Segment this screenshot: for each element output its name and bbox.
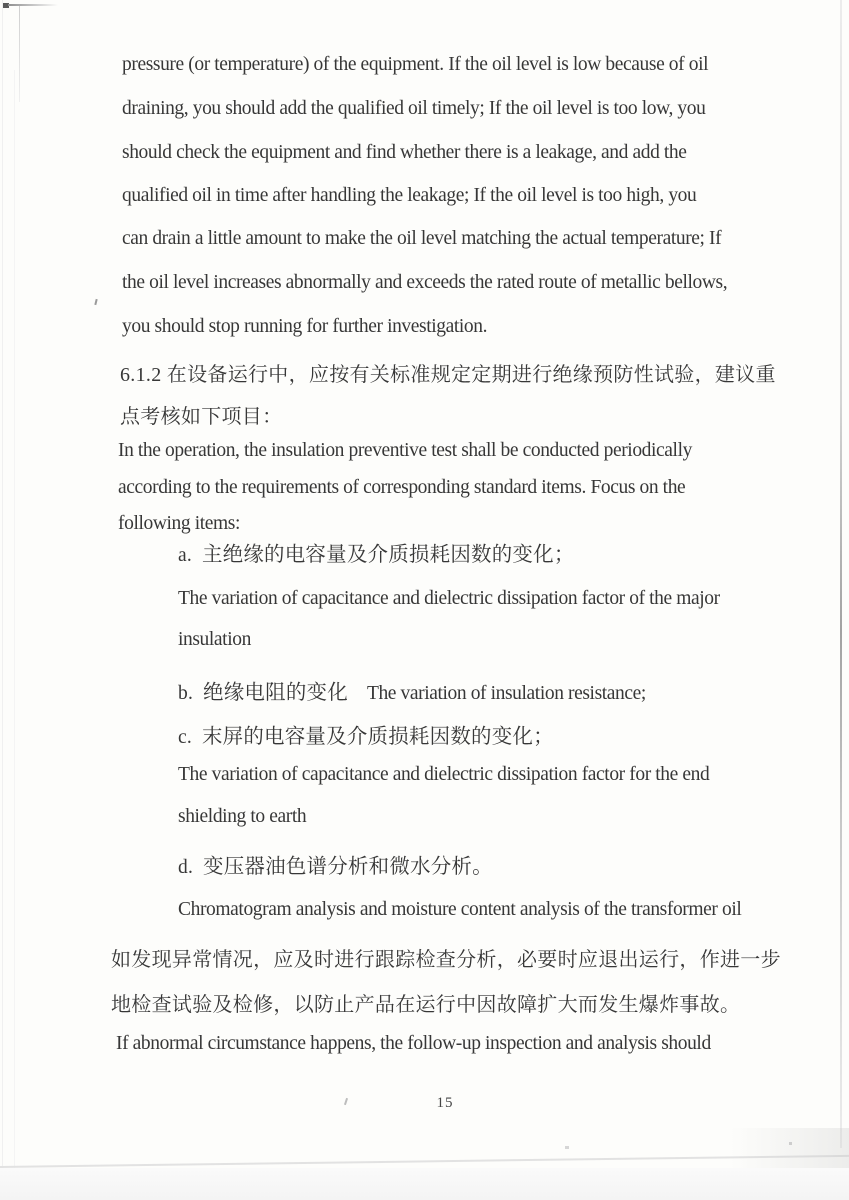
speck-1 bbox=[94, 299, 97, 305]
bottom-right-shade bbox=[730, 1128, 849, 1168]
item-a-en-line-1: The variation of capacitance and dielectric dissipation factor of the major bbox=[178, 588, 720, 609]
corner-mark bbox=[3, 3, 9, 8]
item-c-en-line-2: shielding to earth bbox=[178, 806, 307, 827]
item-b-text-en: The variation of insulation resistance; bbox=[366, 683, 646, 704]
section-612-cn-line-1: 6.1.2 在设备运行中，应按有关标准规定定期进行绝缘预防性试验，建议重 bbox=[120, 364, 776, 386]
item-b-text-cn: 绝缘电阻的变化 bbox=[203, 682, 348, 704]
section-612-en-line-2: according to the requirements of corresponding standard items. Focus on the bbox=[118, 477, 686, 498]
chromatogram-line: Chromatogram analysis and moisture content analysis of the transformer oil bbox=[178, 899, 742, 920]
speck-3 bbox=[565, 1146, 569, 1149]
item-a-text-cn: 主绝缘的电容量及介质损耗因数的变化； bbox=[201, 544, 575, 566]
speck-4 bbox=[789, 1142, 792, 1145]
para-oil-level-line-7: you should stop running for further investigation. bbox=[122, 316, 488, 337]
bottom-page-edge-line bbox=[0, 1155, 849, 1168]
para-oil-level-line-5: can drain a little amount to make the oil level matching the actual temperature; If bbox=[122, 228, 722, 249]
item-c-text-cn: 末屏的电容量及介质损耗因数的变化； bbox=[201, 726, 554, 748]
corner-line-horizontal bbox=[8, 4, 58, 6]
list-item-c bbox=[178, 719, 554, 749]
speck-2 bbox=[344, 1098, 348, 1105]
corner-line-vertical bbox=[19, 6, 20, 102]
list-item-b bbox=[178, 675, 646, 705]
list-item-d bbox=[178, 849, 493, 879]
item-a-en-line-2: insulation bbox=[178, 629, 251, 650]
para-oil-level-line-2: draining, you should add the qualified oil timely; If the oil level is too low, you bbox=[122, 98, 706, 119]
para-oil-level-line-3: should check the equipment and find whether there is a leakage, and add the bbox=[122, 142, 687, 163]
left-edge-line-2 bbox=[14, 70, 15, 1180]
para-oil-level-line-1: pressure (or temperature) of the equipment. If the oil level is low because of oil bbox=[122, 54, 709, 75]
item-c-en-line-1: The variation of capacitance and dielectric dissipation factor for the end bbox=[178, 764, 710, 785]
para-oil-level-line-6: the oil level increases abnormally and exceeds the rated route of metallic bellows, bbox=[122, 272, 728, 293]
section-612-cn-line-2: 点考核如下项目： bbox=[120, 406, 283, 428]
item-c-label: c. bbox=[178, 727, 192, 748]
tail-cn-line-2: 地检查试验及检修，以防止产品在运行中因故障扩大而发生爆炸事故。 bbox=[111, 994, 741, 1016]
item-b-label: b. bbox=[178, 683, 194, 704]
item-a-label: a. bbox=[178, 545, 192, 566]
tail-cn-line-1: 如发现异常情况，应及时进行跟踪检查分析，必要时应退出运行，作进一步 bbox=[111, 949, 781, 971]
item-d-label: d. bbox=[178, 857, 194, 878]
page-number: 15 bbox=[436, 1095, 454, 1111]
section-612-en-line-1: In the operation, the insulation preventive test shall be conducted periodically bbox=[118, 440, 692, 461]
item-d-text-cn: 变压器油色谱分析和微水分析。 bbox=[203, 856, 493, 878]
bottom-area-shade bbox=[0, 1168, 849, 1200]
section-612-en-line-3: following items: bbox=[118, 513, 240, 534]
list-item-a bbox=[178, 537, 575, 567]
tail-en-line: If abnormal circumstance happens, the follow-up inspection and analysis should bbox=[116, 1033, 711, 1054]
right-edge-scan-line bbox=[840, 0, 842, 1148]
para-oil-level-line-4: qualified oil in time after handling the leakage; If the oil level is too high, you bbox=[122, 185, 697, 206]
left-edge-line-1 bbox=[2, 0, 3, 1200]
